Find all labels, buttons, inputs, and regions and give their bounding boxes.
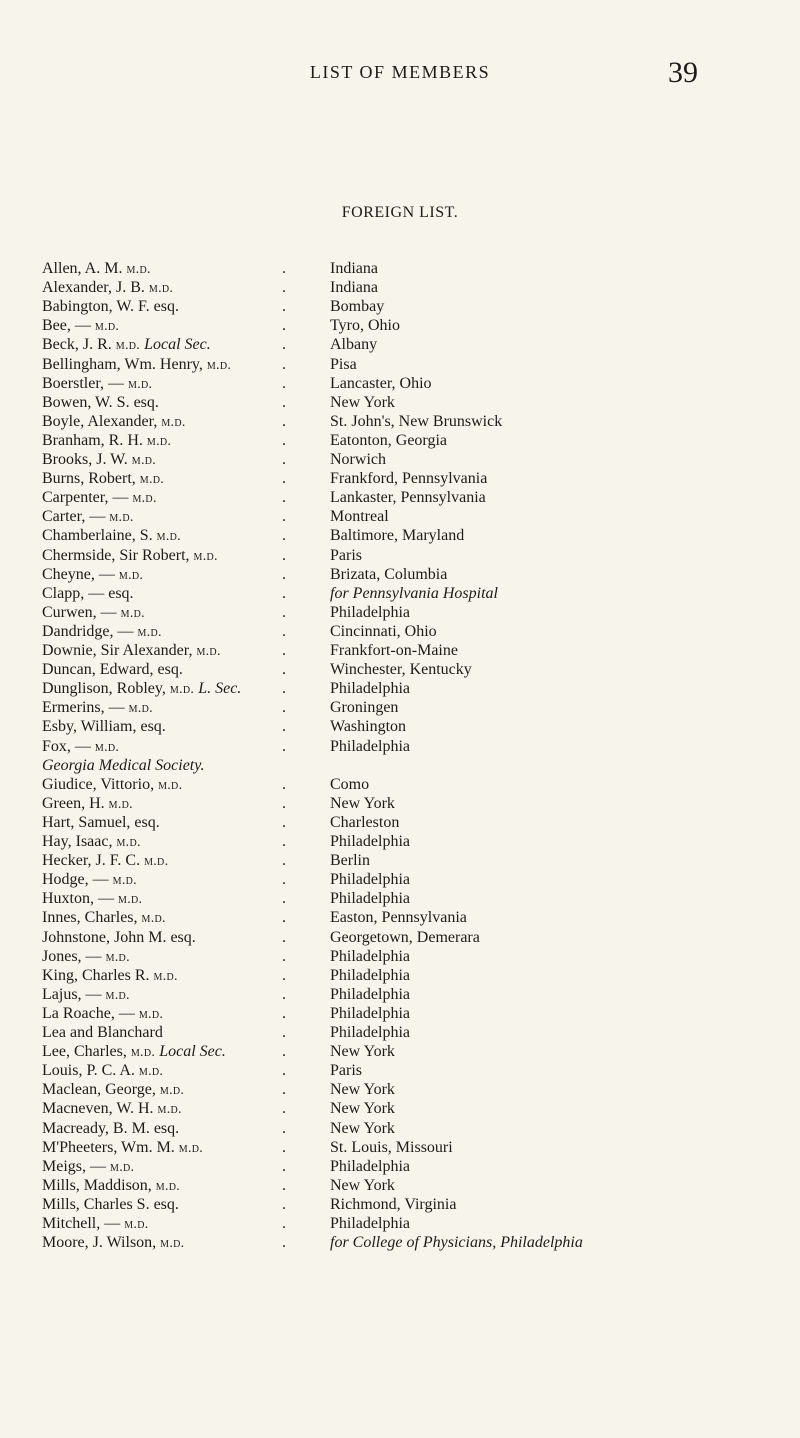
- member-name-text: Carpenter, —: [42, 489, 129, 507]
- member-name-text: Hecker, J. F. C.: [42, 852, 141, 870]
- member-degree: m.d.: [161, 414, 186, 430]
- member-name-text: Babington, W. F. esq.: [42, 298, 179, 316]
- dot-leader: .: [282, 603, 286, 621]
- member-entry: [42, 1230, 782, 1256]
- member-name-text: Boyle, Alexander,: [42, 412, 158, 430]
- running-title: LIST OF MEMBERS: [309, 62, 491, 82]
- dot-leader: .: [282, 298, 286, 316]
- member-degree: m.d.: [132, 491, 157, 507]
- member-place: Groningen: [330, 699, 399, 717]
- member-place: Tyro, Ohio: [330, 317, 400, 335]
- dot-leader: .: [282, 1004, 286, 1022]
- section-title: FOREIGN LIST.: [341, 204, 459, 221]
- member-place: New York: [330, 1100, 395, 1118]
- dot-leader: .: [282, 1157, 286, 1175]
- dot-leader: .: [282, 1043, 286, 1061]
- running-head: [0, 56, 800, 92]
- member-degree: m.d.: [158, 777, 183, 793]
- dot-leader: .: [282, 661, 286, 679]
- member-place: New York: [330, 1081, 395, 1099]
- dot-leader: .: [282, 1138, 286, 1156]
- member-name-text: Brooks, J. W.: [42, 451, 128, 468]
- member-place: for Pennsylvania Hospital: [330, 584, 498, 602]
- member-name-text: Green, H.: [42, 794, 105, 812]
- member-degree: m.d.: [94, 739, 120, 755]
- member-name-text: Lajus, —: [42, 985, 102, 1003]
- member-name-text: Lea and Blanchard: [42, 1024, 163, 1041]
- member-place: St. John's, New Brunswick: [330, 412, 503, 430]
- dot-leader: .: [282, 813, 286, 831]
- member-place: Washington: [330, 718, 407, 736]
- page-number: 39: [668, 56, 698, 89]
- member-place: Baltimore, Maryland: [330, 527, 465, 545]
- dot-leader: .: [282, 527, 286, 545]
- member-place: Bombay: [330, 298, 385, 316]
- member-place: Eatonton, Georgia: [330, 431, 448, 449]
- member-place: Cincinnati, Ohio: [330, 622, 437, 640]
- dot-leader: .: [282, 489, 286, 507]
- dot-leader: .: [282, 699, 286, 717]
- member-place: Charleston: [330, 813, 400, 831]
- member-place: Richmond, Virginia: [330, 1195, 457, 1213]
- member-name: [42, 1230, 185, 1257]
- member-place: New York: [330, 393, 395, 411]
- member-name-text: Macready, B. M. esq.: [42, 1119, 180, 1137]
- member-place: St. Louis, Missouri: [330, 1138, 453, 1156]
- dot-leader: .: [282, 565, 286, 583]
- dot-leader: .: [282, 1081, 286, 1099]
- dot-leader: .: [282, 775, 286, 793]
- dot-leader: .: [282, 1119, 286, 1137]
- dot-leader: .: [282, 508, 286, 526]
- dot-leader: .: [282, 985, 286, 1003]
- member-place: Georgetown, Demerara: [330, 928, 480, 946]
- member-degree: m.d.: [146, 433, 172, 449]
- member-name-text: Moore, J. Wilson,: [42, 1234, 157, 1252]
- member-name-text: Clapp, — esq.: [42, 584, 134, 602]
- member-name-text: Mills, Charles S. esq.: [42, 1195, 179, 1213]
- member-degree: m.d.: [110, 1159, 135, 1175]
- member-place: Philadelphia: [330, 966, 410, 984]
- member-name-text: Louis, P. C. A.: [42, 1062, 135, 1080]
- member-place: Frankford, Pennsylvania: [330, 470, 488, 488]
- member-degree: m.d.: [178, 1140, 204, 1156]
- member-name-text: Georgia Medical Society.: [42, 756, 205, 774]
- member-place: Philadelphia: [330, 737, 410, 755]
- member-place: Philadelphia: [330, 1024, 410, 1041]
- member-note: Local Sec.: [144, 336, 211, 354]
- member-note: L. Sec.: [198, 680, 242, 698]
- dot-leader: .: [282, 890, 286, 908]
- member-degree: m.d.: [137, 624, 162, 640]
- dot-leader: .: [282, 852, 286, 870]
- member-place: Indiana: [330, 260, 378, 277]
- member-name-text: Duncan, Edward, esq.: [42, 661, 183, 679]
- member-degree: m.d.: [153, 968, 178, 984]
- member-name-text: Macneven, W. H.: [42, 1100, 154, 1118]
- member-name-text: Boerstler, —: [42, 374, 125, 392]
- member-place: Brizata, Columbia: [330, 565, 448, 583]
- member-place: New York: [330, 1176, 395, 1194]
- member-place: Philadelphia: [330, 947, 410, 965]
- member-name-text: Jones, —: [42, 947, 102, 965]
- member-place: Pisa: [330, 355, 357, 373]
- member-name-text: Cheyne, —: [42, 565, 115, 583]
- member-degree: m.d.: [138, 1006, 164, 1022]
- dot-leader: .: [282, 546, 286, 564]
- member-degree: m.d.: [169, 682, 195, 698]
- member-place: Montreal: [330, 508, 389, 526]
- member-degree: m.d.: [118, 567, 144, 583]
- member-place: New York: [330, 1043, 395, 1061]
- member-place: Winchester, Kentucky: [330, 661, 472, 679]
- member-name-text: Meigs, —: [42, 1157, 106, 1175]
- member-place: Philadelphia: [330, 680, 410, 698]
- member-name-text: Alexander, J. B.: [42, 279, 145, 297]
- dot-leader: .: [282, 947, 286, 965]
- member-name-text: Maclean, George,: [42, 1081, 156, 1099]
- member-name-text: Hart, Samuel, esq.: [42, 813, 160, 831]
- member-place: New York: [330, 1119, 395, 1137]
- member-name-text: Giudice, Vittorio,: [42, 775, 155, 793]
- dot-leader: .: [282, 279, 286, 297]
- dot-leader: .: [282, 336, 286, 354]
- member-degree: m.d.: [196, 644, 221, 659]
- member-degree: m.d.: [139, 472, 165, 488]
- member-degree: m.d.: [112, 873, 137, 889]
- member-place: Paris: [330, 546, 362, 564]
- member-name-text: Hay, Isaac,: [42, 833, 113, 850]
- member-name-text: Beck, J. R.: [42, 336, 112, 354]
- member-degree: m.d.: [144, 854, 169, 870]
- dot-leader: .: [282, 1195, 286, 1213]
- member-place: Philadelphia: [330, 833, 410, 850]
- member-place: for College of Physicians, Philadelphia: [330, 1234, 583, 1252]
- member-degree: m.d.: [108, 796, 133, 812]
- member-degree: m.d.: [131, 453, 157, 468]
- member-name-text: Burns, Robert,: [42, 470, 136, 488]
- dot-leader: .: [282, 1062, 286, 1080]
- member-name-text: Bee, —: [42, 317, 91, 335]
- member-degree: m.d.: [160, 1236, 185, 1252]
- member-place: Philadelphia: [330, 603, 410, 621]
- member-place: Philadelphia: [330, 985, 410, 1003]
- member-degree: m.d.: [94, 319, 120, 335]
- member-degree: m.d.: [193, 548, 218, 564]
- member-degree: m.d.: [130, 1045, 156, 1061]
- member-name-text: Bellingham, Wm. Henry,: [42, 355, 203, 373]
- member-place: Indiana: [330, 279, 378, 297]
- member-degree: m.d.: [118, 892, 143, 908]
- member-name-text: Carter, —: [42, 508, 106, 526]
- dot-leader: .: [282, 833, 286, 850]
- member-degree: m.d.: [138, 1064, 164, 1080]
- member-name-text: Ermerins, —: [42, 699, 125, 717]
- dot-leader: .: [282, 1100, 286, 1118]
- dot-leader: .: [282, 470, 286, 488]
- member-name-text: Huxton, —: [42, 890, 114, 908]
- member-degree: m.d.: [109, 510, 134, 526]
- dot-leader: .: [282, 794, 286, 812]
- member-place: Berlin: [330, 852, 370, 870]
- member-degree: m.d.: [156, 529, 181, 545]
- dot-leader: .: [282, 680, 286, 698]
- member-name-text: Downie, Sir Alexander,: [42, 642, 193, 659]
- member-place: New York: [330, 794, 395, 812]
- member-name-text: Innes, Charles,: [42, 909, 138, 927]
- member-place: Frankfort-on-Maine: [330, 642, 458, 659]
- dot-leader: .: [282, 393, 286, 411]
- dot-leader: .: [282, 622, 286, 640]
- member-name-text: Curwen, —: [42, 603, 117, 621]
- member-degree: m.d.: [115, 338, 141, 354]
- member-name-text: Lee, Charles,: [42, 1043, 127, 1061]
- member-degree: m.d.: [148, 281, 174, 297]
- member-name-text: La Roache, —: [42, 1004, 135, 1022]
- dot-leader: .: [282, 1215, 286, 1232]
- dot-leader: .: [282, 1024, 286, 1041]
- member-place: Paris: [330, 1062, 362, 1080]
- dot-leader: .: [282, 317, 286, 335]
- member-place: Lancaster, Ohio: [330, 374, 432, 392]
- member-degree: m.d.: [155, 1178, 181, 1194]
- member-note: Local Sec.: [159, 1043, 226, 1061]
- member-place: Philadelphia: [330, 1157, 410, 1175]
- member-degree: m.d.: [128, 376, 153, 392]
- dot-leader: .: [282, 584, 286, 602]
- member-name-text: Branham, R. H.: [42, 431, 143, 449]
- dot-leader: .: [282, 737, 286, 755]
- member-place: Easton, Pennsylvania: [330, 909, 467, 927]
- member-name-text: M'Pheeters, Wm. M.: [42, 1138, 175, 1156]
- dot-leader: .: [282, 966, 286, 984]
- member-place: Lankaster, Pennsylvania: [330, 489, 486, 507]
- dot-leader: .: [282, 909, 286, 927]
- member-name-text: Chermside, Sir Robert,: [42, 546, 190, 564]
- member-degree: m.d.: [116, 835, 141, 850]
- dot-leader: .: [282, 928, 286, 946]
- member-place: Philadelphia: [330, 890, 410, 908]
- member-degree: m.d.: [124, 1217, 149, 1232]
- dot-leader: .: [282, 718, 286, 736]
- dot-leader: .: [282, 374, 286, 392]
- member-place: Norwich: [330, 451, 386, 468]
- dot-leader: .: [282, 355, 286, 373]
- dot-leader: .: [282, 431, 286, 449]
- member-name-text: Allen, A. M.: [42, 260, 123, 277]
- member-name-text: Chamberlaine, S.: [42, 527, 153, 545]
- member-degree: m.d.: [126, 262, 151, 277]
- member-name-text: Hodge, —: [42, 871, 109, 889]
- member-degree: m.d.: [128, 701, 153, 717]
- dot-leader: .: [282, 412, 286, 430]
- member-degree: m.d.: [141, 911, 166, 927]
- member-place: Albany: [330, 336, 378, 354]
- member-name-text: Dunglison, Robley,: [42, 680, 166, 698]
- member-degree: m.d.: [159, 1083, 185, 1099]
- dot-leader: .: [282, 451, 286, 468]
- member-place: Como: [330, 775, 370, 793]
- member-degree: m.d.: [105, 949, 130, 965]
- dot-leader: .: [282, 871, 286, 889]
- member-degree: m.d.: [157, 1102, 182, 1118]
- member-name-text: Bowen, W. S. esq.: [42, 393, 159, 411]
- dot-leader: .: [282, 260, 286, 277]
- member-place: Philadelphia: [330, 1004, 410, 1022]
- member-name-text: Dandridge, —: [42, 622, 134, 640]
- member-degree: m.d.: [105, 987, 130, 1003]
- member-place: Philadelphia: [330, 871, 410, 889]
- dot-leader: .: [282, 1234, 286, 1252]
- member-degree: m.d.: [206, 357, 232, 373]
- member-name-text: Johnstone, John M. esq.: [42, 928, 196, 946]
- member-name-text: Mitchell, —: [42, 1215, 121, 1232]
- dot-leader: .: [282, 1176, 286, 1194]
- dot-leader: .: [282, 642, 286, 659]
- member-name-text: Esby, William, esq.: [42, 718, 166, 736]
- member-name-text: King, Charles R.: [42, 966, 150, 984]
- member-name-text: Mills, Maddison,: [42, 1176, 152, 1194]
- member-place: Philadelphia: [330, 1215, 410, 1232]
- member-degree: m.d.: [120, 605, 145, 621]
- member-name-text: Fox, —: [42, 737, 91, 755]
